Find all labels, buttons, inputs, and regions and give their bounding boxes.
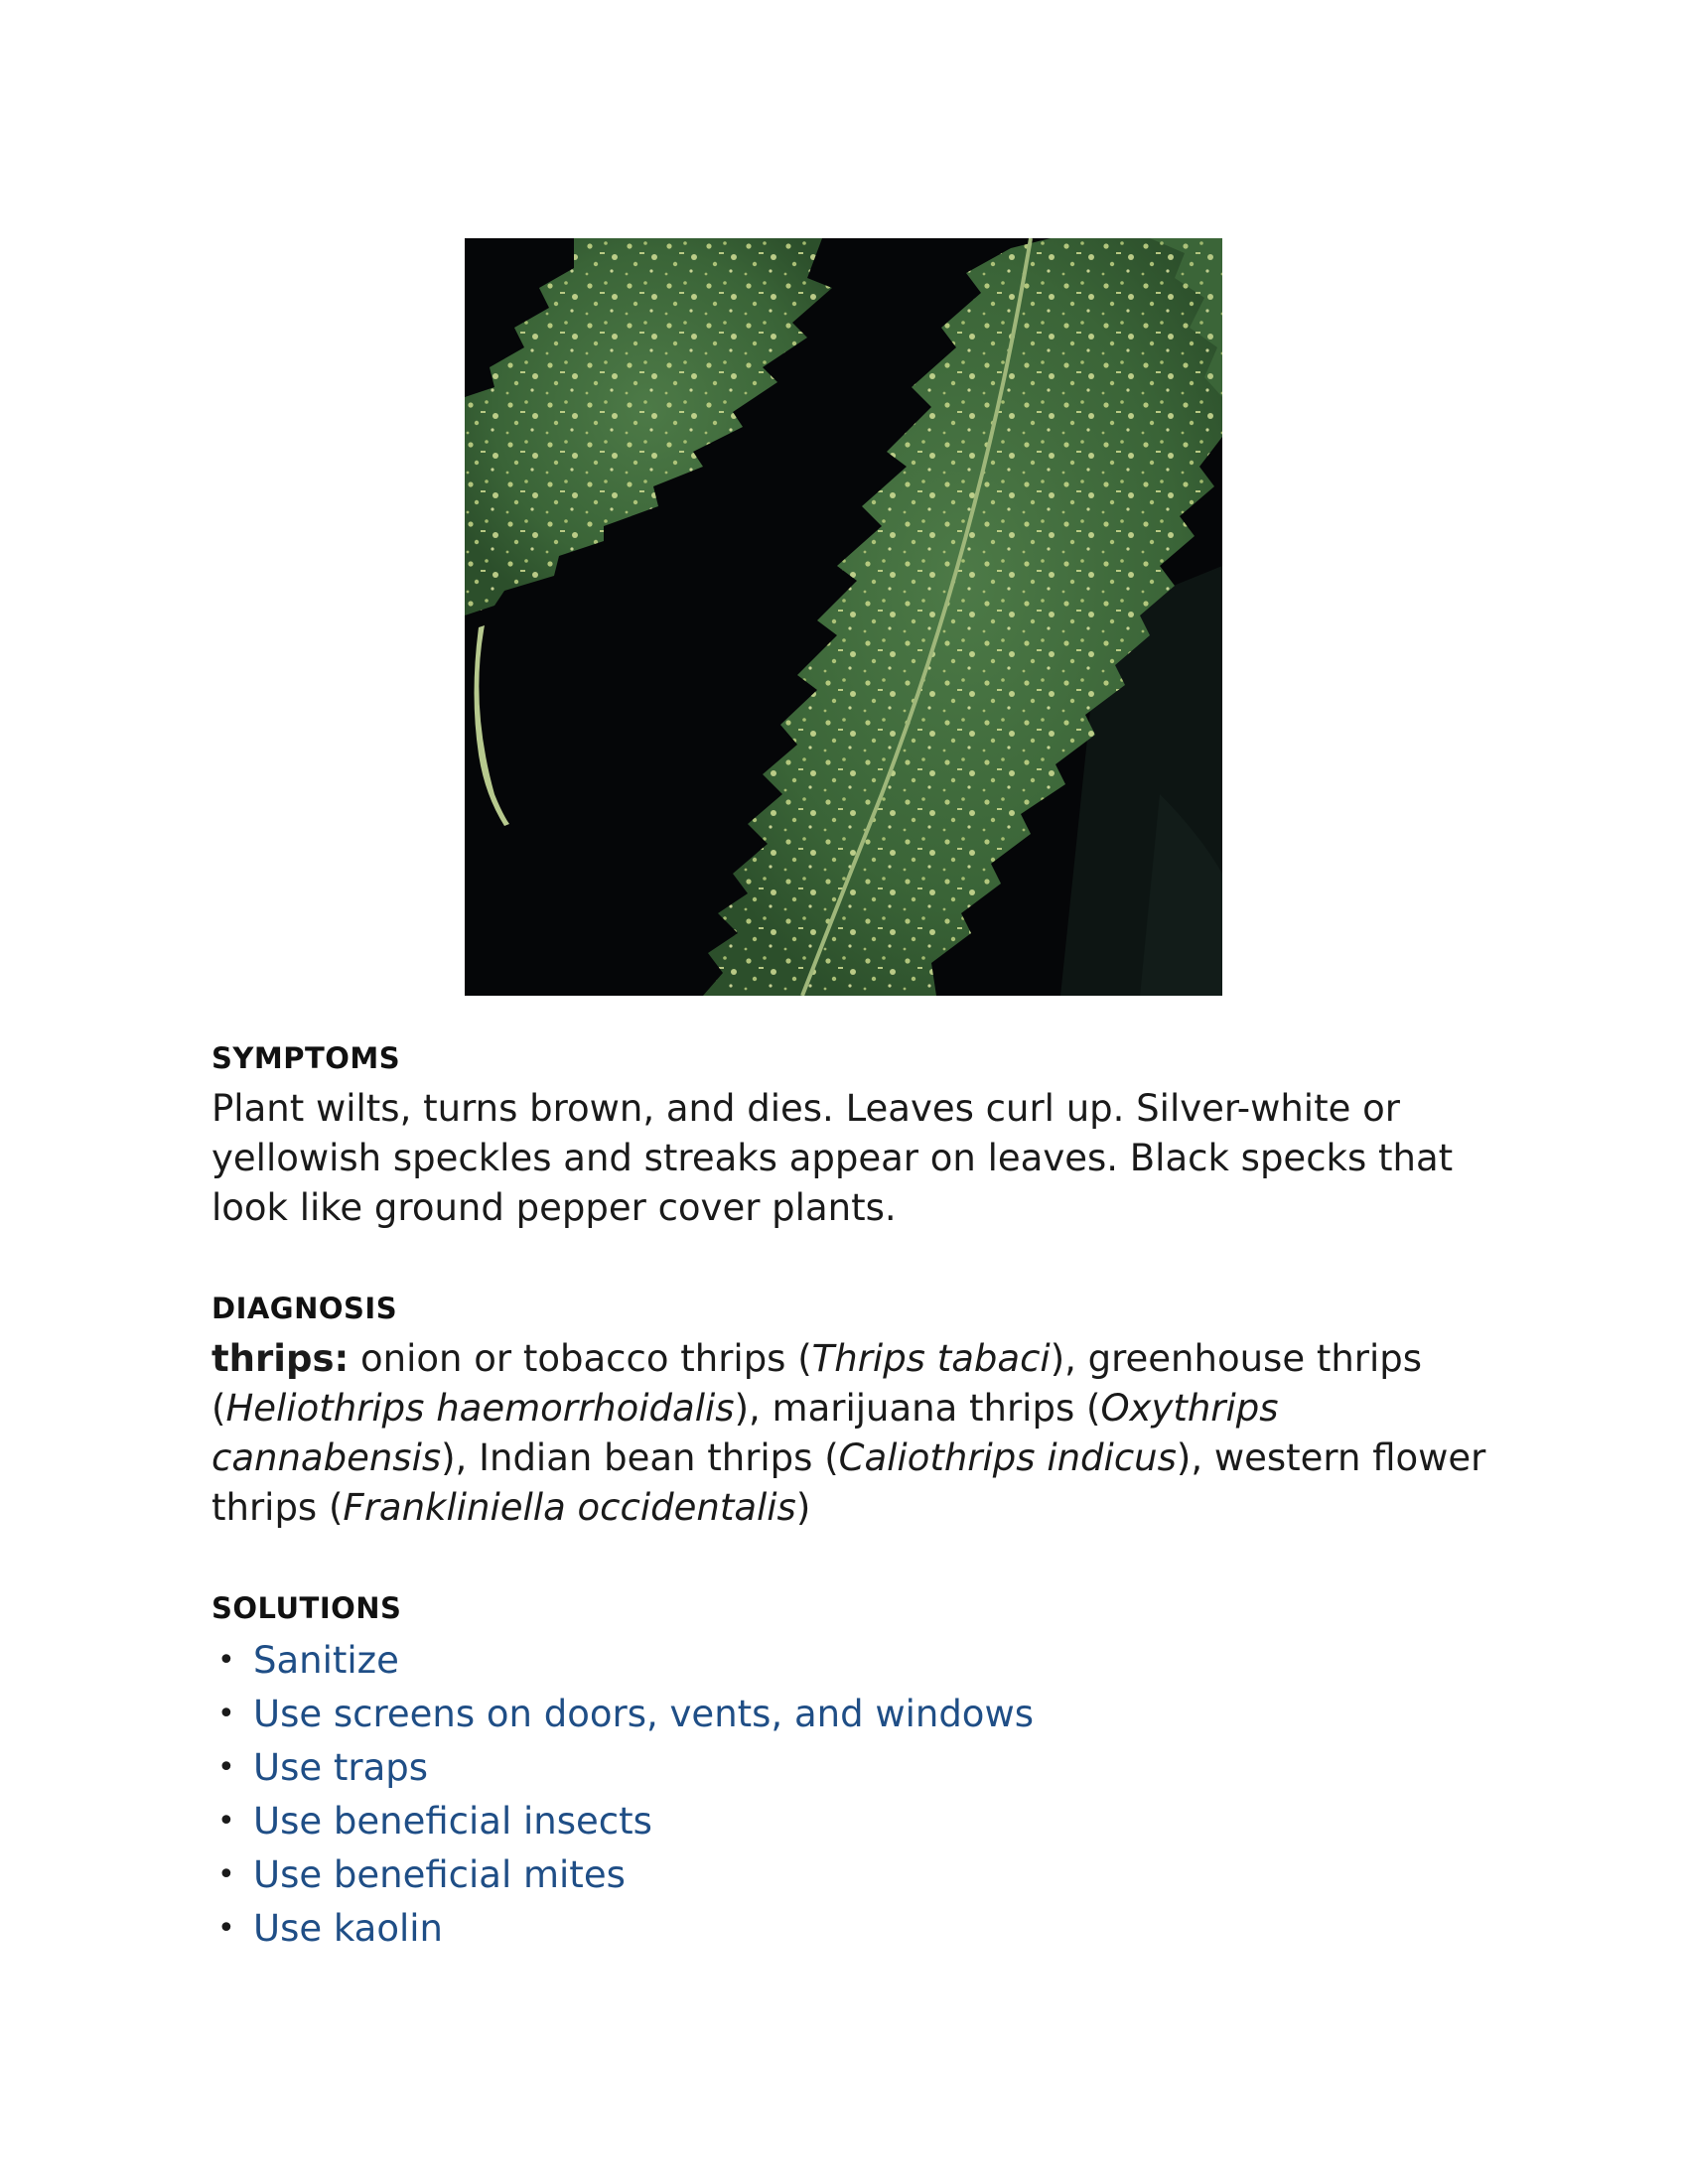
solutions-section [211, 1582, 1502, 1956]
diagnosis-part: onion or tobacco thrips ( [349, 1337, 812, 1380]
solution-link-beneficial-insects[interactable]: Use beneficial insects [253, 1800, 652, 1843]
diagnosis-label: thrips: [211, 1337, 350, 1380]
diagnosis-heading: DIAGNOSIS [211, 1292, 398, 1325]
bullet: • [217, 1697, 235, 1731]
leaf-photo [465, 238, 1222, 996]
species-name: Caliothrips indicus [838, 1436, 1177, 1479]
diagnosis-text [211, 1334, 1502, 1533]
bullet: • [217, 1804, 235, 1839]
symptoms-heading: SYMPTOMS [211, 1041, 401, 1075]
bullet: • [217, 1911, 235, 1946]
solution-link-sanitize[interactable]: Sanitize [253, 1639, 399, 1682]
content [211, 1032, 1502, 2005]
solutions-heading: SOLUTIONS [211, 1591, 402, 1625]
bullet: • [217, 1643, 235, 1678]
solutions-list [211, 1634, 1502, 1956]
species-name: Oxythrips cannabensis [211, 1387, 1279, 1479]
list-item [211, 1848, 1502, 1902]
list-item [211, 1795, 1502, 1848]
diagnosis-part: ) [795, 1486, 811, 1529]
solution-link-traps[interactable]: Use traps [253, 1746, 429, 1789]
solution-link-kaolin[interactable]: Use kaolin [253, 1907, 443, 1950]
diagnosis-section [211, 1283, 1502, 1533]
diagnosis-part: ), greenhouse thrips ( [211, 1337, 1423, 1430]
species-name: Heliothrips haemorrhoidalis [225, 1387, 735, 1430]
solution-link-screens[interactable]: Use screens on doors, vents, and windows [253, 1693, 1034, 1735]
species-name: Frankliniella occidentalis [343, 1486, 796, 1529]
leaf-photo-image [465, 238, 1222, 996]
solution-link-beneficial-mites[interactable]: Use beneficial mites [253, 1853, 626, 1896]
bullet: • [217, 1750, 235, 1785]
diagnosis-part: ), marijuana thrips ( [734, 1387, 1101, 1430]
symptoms-section [211, 1032, 1502, 1233]
diagnosis-part: ), western flower thrips ( [211, 1436, 1486, 1529]
list-item [211, 1902, 1502, 1956]
list-item [211, 1688, 1502, 1741]
symptoms-text: Plant wilts, turns brown, and dies. Leaves curl up. Silver-white or yellowish speckles and streaks appear on leaves. Black specks that look like ground pepper cover plants. [211, 1087, 1454, 1229]
species-name: Thrips tabaci [811, 1337, 1051, 1380]
bullet: • [217, 1857, 235, 1892]
diagnosis-part: ), Indian bean thrips ( [441, 1436, 839, 1479]
list-item [211, 1741, 1502, 1795]
list-item [211, 1634, 1502, 1688]
